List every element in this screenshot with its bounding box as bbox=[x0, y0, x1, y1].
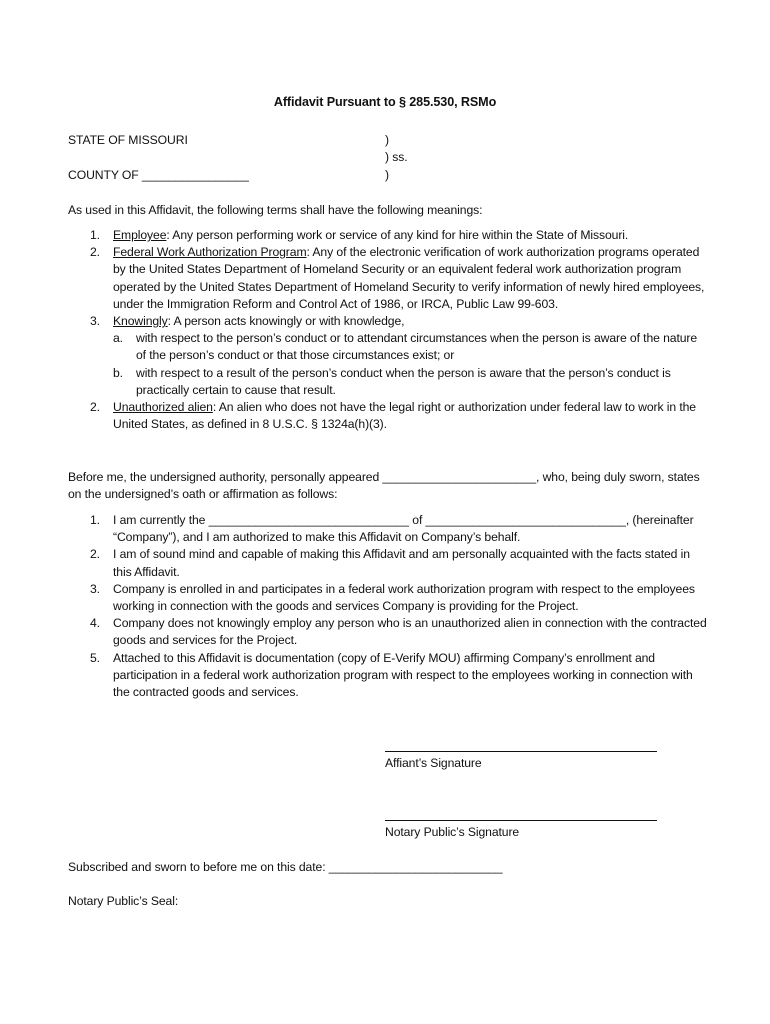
statement-text: I am currently the ______________________________ of ______________________________, (hereinafter “Company”), and I am authorized to make this Affidavit on Company’s behalf. bbox=[113, 513, 694, 545]
definition-text: : Any person performing work or service of any kind for hire within the State of Missouri. bbox=[166, 228, 629, 242]
statement-number: 5. bbox=[90, 650, 100, 665]
sub-item-text: with respect to a result of the person’s conduct when the person is aware that the person’s conduct is practically certain to cause that result. bbox=[136, 365, 671, 397]
definition-item bbox=[68, 399, 708, 433]
sub-item bbox=[113, 365, 708, 399]
statement-item bbox=[68, 546, 708, 580]
definitions-list bbox=[68, 227, 708, 433]
statement-number: 1. bbox=[90, 513, 100, 527]
state-label: STATE OF MISSOURI bbox=[68, 133, 188, 147]
affiant-signature-line[interactable] bbox=[385, 751, 657, 752]
definition-item bbox=[68, 244, 708, 313]
notary-signature-line[interactable] bbox=[385, 820, 657, 821]
venue-ss: ) ss. bbox=[385, 150, 408, 164]
definition-term: Federal Work Authorization Program bbox=[113, 245, 307, 260]
statement-text: Company is enrolled in and participates in a federal work authorization program with respect to the employees working in connection with the goods and services Company is providing for the Project. bbox=[113, 581, 695, 614]
statement-number: 3. bbox=[90, 581, 100, 596]
definition-number: 3. bbox=[90, 314, 100, 329]
definition-term: Employee bbox=[113, 228, 167, 242]
statement-item bbox=[68, 581, 708, 615]
venue-paren-1: ) bbox=[385, 133, 389, 147]
sworn-date-line: Subscribed and sworn to before me on this date: __________________________ bbox=[68, 860, 503, 874]
sub-item-text: with respect to the person’s conduct or to attendant circumstances when the person is aware of the nature of the person’s conduct or that those circumstances exist; or bbox=[136, 331, 698, 363]
sub-item-letter: b. bbox=[113, 365, 123, 380]
sub-item-letter: a. bbox=[113, 331, 123, 346]
statement-item bbox=[68, 650, 708, 702]
definition-text: : Any of the electronic verification of work authorization programs operated by the United States Department of Homeland Security or an equivalent federal work authorization program operated by the United States Department of Homeland Security to verify information of newly hired employees, under the Immigration Reform and Control Act of 1986, or IRCA, Public Law 99-603. bbox=[113, 245, 705, 311]
statement-text: Attached to this Affidavit is documentation (copy of E-Verify MOU) affirming Company’s enrollment and participation in a federal work authorization program with respect to the employees working in connection with the contracted goods and services. bbox=[113, 650, 693, 700]
definition-number: 1. bbox=[90, 228, 100, 242]
definition-number: 2. bbox=[90, 400, 100, 415]
definition-item bbox=[68, 227, 708, 244]
statement-number: 2. bbox=[90, 547, 100, 562]
statement-item bbox=[68, 512, 708, 546]
definitions-intro: As used in this Affidavit, the following terms shall have the following meanings: bbox=[68, 203, 483, 217]
appearance-paragraph: Before me, the undersigned authority, personally appeared _______________________, who, being duly sworn, states on the undersigned’s oath or affirmation as follows: bbox=[68, 470, 700, 502]
definition-text: : An alien who does not have the legal right or authorization under federal law to work in the United States, as defined in 8 U.S.C. § 1324a(h)(3). bbox=[113, 400, 696, 432]
definition-term: Knowingly bbox=[113, 314, 168, 329]
county-label: COUNTY OF ________________ bbox=[68, 168, 249, 182]
document-title: Affidavit Pursuant to § 285.530, RSMo bbox=[273, 95, 497, 109]
definition-number: 2. bbox=[90, 245, 100, 260]
notary-signature-label: Notary Public’s Signature bbox=[385, 825, 520, 839]
statement-text: Company does not knowingly employ any person who is an unauthorized alien in connection with the contracted goods and services for the Project. bbox=[113, 616, 707, 648]
definition-term: Unauthorized alien bbox=[113, 400, 213, 415]
statement-number: 4. bbox=[90, 616, 100, 631]
affiant-signature-label: Affiant’s Signature bbox=[385, 756, 482, 770]
notary-seal-label: Notary Public’s Seal: bbox=[68, 894, 179, 908]
statement-item bbox=[68, 615, 708, 649]
statement-text: I am of sound mind and capable of making this Affidavit and am personally acquainted with the facts stated in this Affidavit. bbox=[113, 547, 690, 579]
definition-text: : A person acts knowingly or with knowledge, bbox=[167, 314, 405, 329]
venue-paren-3: ) bbox=[385, 168, 389, 182]
sub-item bbox=[113, 330, 708, 364]
knowingly-sublist bbox=[113, 330, 708, 399]
definition-item bbox=[68, 313, 708, 399]
statements-list bbox=[68, 512, 708, 701]
